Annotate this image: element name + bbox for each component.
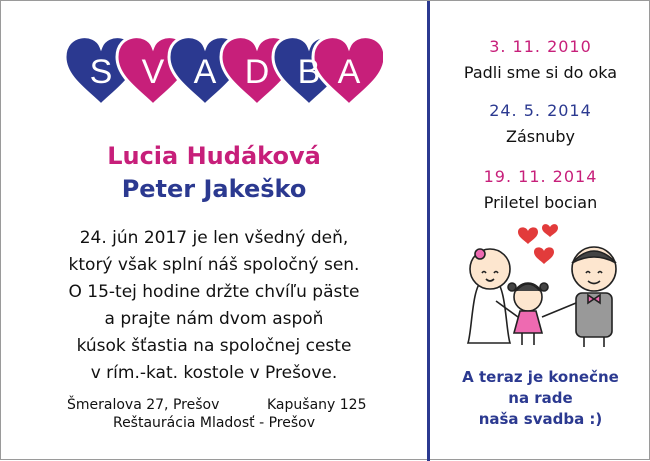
family-illustration — [458, 221, 638, 351]
timeline-date: 24. 5. 2014 — [489, 101, 592, 120]
invitation-message — [1, 225, 427, 387]
logo-letter: S — [89, 53, 113, 91]
address-right: Kapušany 125 — [267, 397, 367, 413]
groom-figure — [542, 247, 616, 347]
closing-line: naša svadba :) — [478, 410, 603, 428]
venue-address: Reštaurácia Mladosť - Prešov — [112, 415, 316, 431]
timeline-date: 19. 11. 2014 — [483, 167, 598, 186]
logo-letter: D — [244, 53, 270, 91]
right-panel — [430, 1, 650, 461]
timeline-date: 3. 11. 2010 — [489, 37, 592, 56]
address-left: Šmeralova 27, Prešov — [67, 397, 220, 413]
closing-message — [430, 367, 650, 430]
heart-icon — [534, 247, 554, 264]
timeline-event: Priletel bocian — [483, 193, 598, 212]
logo-letter: V — [141, 53, 165, 91]
left-panel — [1, 1, 427, 461]
svadba-hearts-logo — [61, 29, 383, 111]
heart-icon — [542, 224, 558, 237]
message-line: a prajte nám dvom aspoň — [104, 309, 324, 329]
message-line: 24. jún 2017 je len všedný deň, — [79, 228, 349, 248]
logo-letter: A — [193, 53, 217, 91]
heart-icon — [518, 227, 538, 244]
message-line: ktorý však splní náš spoločný sen. — [68, 255, 360, 275]
bride-figure — [468, 249, 518, 343]
message-line: v rím.-kat. kostole v Prešove. — [90, 363, 338, 383]
message-line: kúsok šťastia na spoločnej ceste — [76, 336, 352, 356]
timeline-event: Padli sme si do oka — [463, 63, 618, 82]
message-line: O 15-tej hodine držte chvíľu päste — [68, 282, 360, 302]
logo-letter: B — [297, 53, 321, 91]
closing-line: A teraz je konečne — [462, 368, 619, 386]
timeline-event: Zásnuby — [505, 127, 575, 146]
groom-name: Peter Jakeško — [121, 175, 307, 203]
bride-name: Lucia Hudáková — [107, 142, 321, 170]
logo-letter: A — [337, 53, 361, 91]
closing-line: na rade — [508, 389, 573, 407]
